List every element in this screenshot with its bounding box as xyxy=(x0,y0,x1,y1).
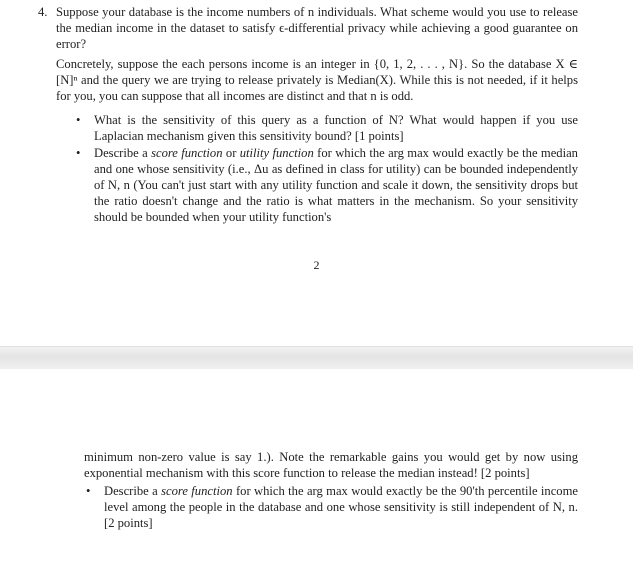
page-separator xyxy=(0,346,633,370)
bullet-em-score: score function xyxy=(161,484,233,498)
question-4 xyxy=(38,4,578,226)
question-number: 4. xyxy=(38,5,48,19)
bullet-list xyxy=(38,112,578,225)
bullet-icon: • xyxy=(76,146,81,160)
continuation-block xyxy=(84,449,578,532)
bullet-em-score: score function xyxy=(151,146,223,160)
bullet-text-b: or xyxy=(222,146,240,160)
bullet-icon: • xyxy=(86,484,91,498)
question-concretely: Concretely, suppose the each persons income is an integer in {0, 1, 2, . . . , N}. So the database X ∈ [N]ⁿ and the query we are trying to release privately is Median(X). While this is not needed, if it helps for you, you can suppose that all incomes are distinct and that n is odd. xyxy=(56,57,578,103)
bullet-item xyxy=(86,483,578,531)
continuation-text: minimum non-zero value is say 1.). Note the remarkable gains you would get by now using exponential mechanism with this score function to release the median instead! [2 points] xyxy=(84,450,578,480)
bullet-em-utility: utility function xyxy=(239,146,314,160)
page-number: 2 xyxy=(313,258,320,272)
bullet-list-page2 xyxy=(84,483,578,531)
bullet-text-b: for which the arg max would exactly be the 90'th percentile income level among the people in the database and one whose sensitivity is still independent of N, n. [2 points] xyxy=(104,484,578,530)
question-intro: Suppose your database is the income numbers of n individuals. What scheme would you use to release the median income in the dataset to satisfy ϵ-differential privacy while achieving a good guarantee on error? xyxy=(56,5,578,51)
bullet-text-c: for which the arg max would exactly be the median and one whose sensitivity (i.e., Δu as defined in class for utility) can be bounded independently of N, n (You can't just start with any utility function and scale it down, the sensitivity drops but the ratio doesn't change and the ratio is what matters in the mechanism. So your sensitivity should be bounded when your utility function's xyxy=(94,146,578,224)
bullet-item xyxy=(76,112,578,144)
bullet-text-a: Describe a xyxy=(104,484,162,498)
bullet-icon: • xyxy=(76,113,81,127)
page-bottom xyxy=(0,369,633,584)
bullet-item xyxy=(76,145,578,225)
bullet-text-a: Describe a xyxy=(94,146,152,160)
bullet-text: What is the sensitivity of this query as a function of N? What would happen if you use Laplacian mechanism given this sensitivity bound? [1 points] xyxy=(94,113,578,143)
